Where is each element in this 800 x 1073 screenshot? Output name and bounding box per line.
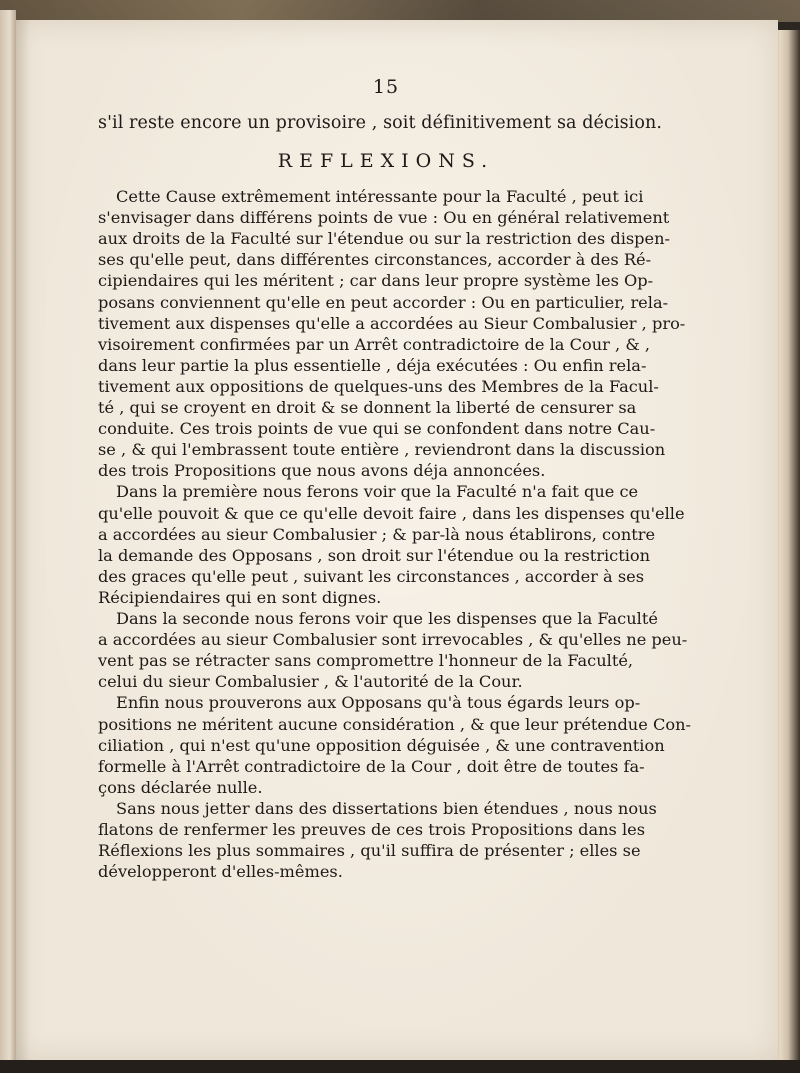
text-line: Cette Cause extrêmement intéressante pour la Faculté , peut ici	[116, 187, 644, 206]
book-top-edge	[0, 0, 800, 22]
text-line: tivement aux oppositions de quelques-uns des Membres de la Facul-	[98, 376, 659, 396]
text-line: des graces qu'elle peut , suivant les circonstances , accorder à ses	[98, 566, 645, 586]
text-line: positions ne méritent aucune considération , & que leur prétendue Con-	[98, 714, 691, 734]
text-line: qu'elle pouvoit & que ce qu'elle devoit faire , dans les dispenses qu'elle	[98, 503, 685, 523]
section-heading: REFLEXIONS.	[277, 150, 495, 172]
carry-over-line: s'il reste encore un provisoire , soit définitivement sa décision.	[98, 113, 663, 133]
text-line: Enfin nous prouverons aux Opposans qu'à tous égards leurs op-	[116, 693, 641, 713]
text-line: a accordées au sieur Combalusier ; & par-là nous établirons, contre	[98, 524, 656, 544]
text-line: celui du sieur Combalusier , & l'autorité de la Cour.	[98, 672, 523, 692]
text-line: posans conviennent qu'elle en peut accorder : Ou en particulier, rela-	[98, 292, 669, 312]
text-line: flatons de renfermer les preuves de ces trois Propositions dans les	[98, 820, 646, 839]
text-line: vent pas se rétracter sans compromettre l'honneur de la Faculté,	[98, 651, 634, 671]
text-line: Sans nous jetter dans des dissertations bien étendues , nous nous	[116, 798, 657, 818]
text-line: té , qui se croyent en droit & se donnent la liberté de censurer sa	[98, 398, 637, 417]
left-page-edge	[0, 10, 16, 1060]
text-line: développeront d'elles-mêmes.	[98, 862, 343, 882]
text-line: se , & qui l'embrassent toute entière , reviendront dans la discussion	[98, 440, 666, 460]
book-page	[16, 20, 778, 1060]
text-line: visoirement confirmées par un Arrêt contradictoire de la Cour , & ,	[98, 334, 651, 354]
text-line: cipiendaires qui les méritent ; car dans leur propre système les Op-	[98, 271, 654, 291]
text-line: Dans la première nous ferons voir que la Faculté n'a fait que ce	[116, 482, 639, 502]
text-line: ciliation , qui n'est qu'une opposition déguisée , & une contravention	[98, 735, 665, 755]
text-line: a accordées au sieur Combalusier sont irrevocables , & qu'elles ne peu-	[98, 630, 688, 650]
text-line: conduite. Ces trois points de vue qui se confondent dans notre Cau-	[98, 419, 656, 439]
text-line: Récipiendaires qui en sont dignes.	[98, 587, 382, 607]
text-line: çons déclarée nulle.	[98, 777, 263, 797]
text-line: aux droits de la Faculté sur l'étendue ou sur la restriction des dispen-	[98, 229, 671, 249]
text-line: formelle à l'Arrêt contradictoire de la Cour , doit être de toutes fa-	[98, 756, 645, 776]
text-line: Dans la seconde nous ferons voir que les dispenses que la Faculté	[116, 609, 658, 628]
text-line: s'envisager dans différens points de vue : Ou en général relativement	[98, 208, 670, 228]
text-line: dans leur partie la plus essentielle , déja exécutées : Ou enfin rela-	[98, 355, 647, 375]
text-line: tivement aux dispenses qu'elle a accordées au Sieur Combalusier , pro-	[98, 313, 686, 333]
page-number: 15	[372, 76, 400, 98]
text-line: Réflexions les plus sommaires , qu'il suffira de présenter ; elles se	[98, 841, 641, 861]
text-line: ses qu'elle peut, dans différentes circonstances, accorder à des Ré-	[98, 250, 652, 270]
text-line: la demande des Opposans , son droit sur l'étendue ou la restriction	[98, 545, 651, 565]
text-line: des trois Propositions que nous avons déja annoncées.	[98, 461, 546, 481]
